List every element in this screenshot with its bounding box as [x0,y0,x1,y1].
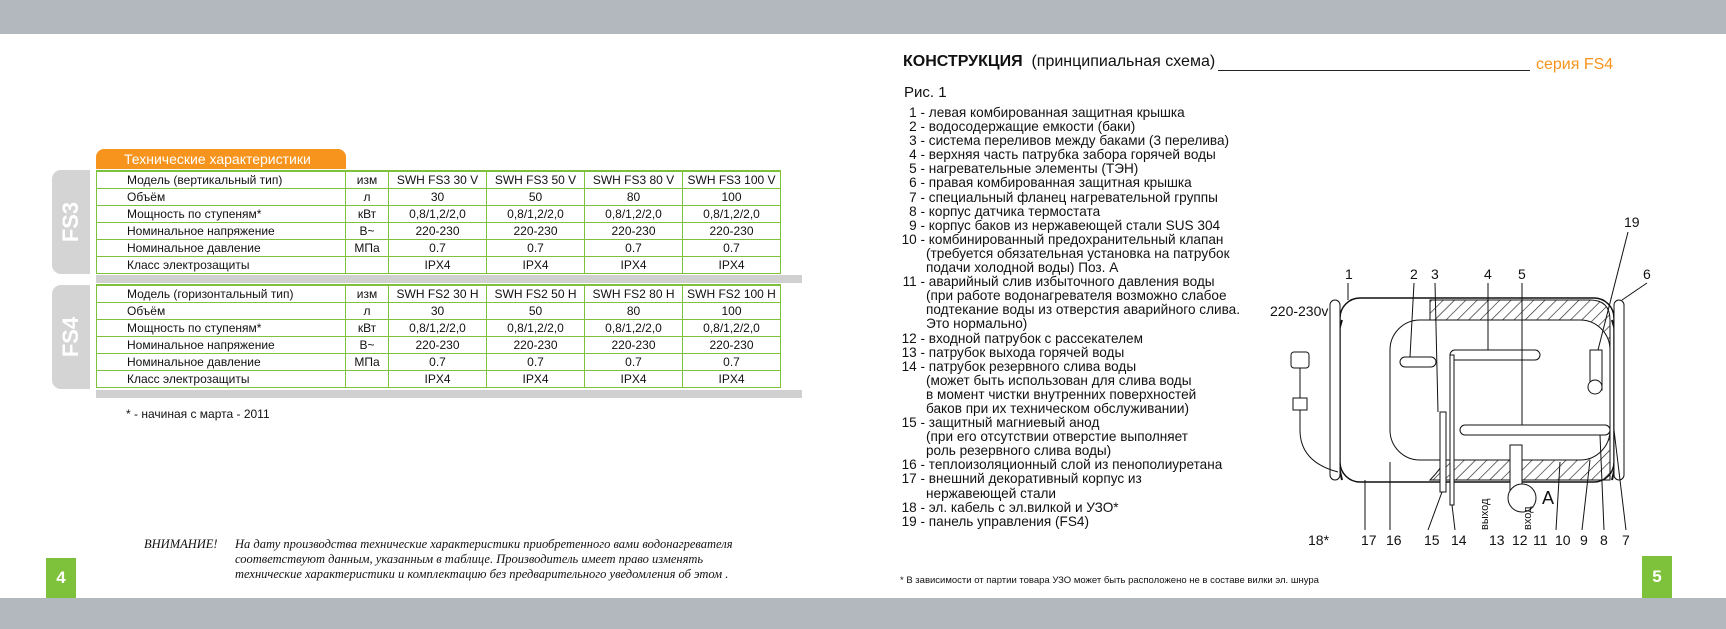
table-cell: SWH FS2 80 H [585,285,683,303]
table-row [97,206,781,223]
table-row [97,337,781,354]
water-heater-diagram [1260,200,1660,555]
bottom-number: 12 [1512,532,1528,548]
table-cell: Номинальное напряжение [97,337,346,354]
table-cell: МПа [346,240,389,257]
table-cell: IPX4 [585,371,683,388]
bottom-number: 18* [1308,532,1330,548]
figure-label: Рис. 1 [904,84,947,101]
table-cell: IPX4 [585,257,683,274]
list-item [892,176,1240,190]
part-description: комбинированный предохранительный клапан [928,231,1224,247]
table-row [97,354,781,371]
part-description: корпус баков из нержавеющей стали SUS 304 [928,217,1221,233]
table-cell: SWH FS2 100 H [683,285,781,303]
bottom-number: 16 [1386,532,1402,548]
bottom-number: 10 [1555,532,1571,548]
table-cell: кВт [346,320,389,337]
table-cell: SWH FS2 50 H [487,285,585,303]
part-description: корпус датчика термостата [928,203,1101,219]
top-number: 1 [1345,266,1353,282]
outlet-label: выход [1479,498,1491,530]
table-cell: 0.7 [487,240,585,257]
series-label: серия FS4 [1536,56,1614,73]
list-item [892,346,1240,360]
footnote-right: * В зависимости от партии товара УЗО может быть расположено не в составе вилки эл. шнура [900,575,1319,586]
part-description: роль резервного слива воды) [926,443,1112,459]
table-cell: 220-230 [683,223,781,240]
table-cell: 0.7 [683,354,781,371]
part-number: 5 - [909,161,925,177]
warning-line: соответствуют данным, указанным в таблице. Производитель имеет право изменять [235,552,704,566]
list-item [892,205,1240,219]
list-item [892,219,1240,233]
table-cell: л [346,303,389,320]
top-number: 3 [1431,266,1439,282]
part-description: нагревательные элементы (ТЭН) [928,161,1139,177]
list-item [892,458,1240,472]
part-description: правая комбированная защитная крышка [928,175,1192,191]
anode [1440,412,1446,492]
table-cell: 100 [683,189,781,206]
list-item [892,360,1240,416]
part-description: теплоизоляционный слой из пенополиуретана [928,457,1223,473]
table-cell: SWH FS3 30 V [389,171,487,189]
list-item [892,148,1240,162]
table-cell: изм [346,285,389,303]
bottom-number: 14 [1451,532,1467,548]
part-number: 19 - [901,513,925,529]
table-cell: Класс электрозащиты [97,257,346,274]
overflow-pipe [1450,350,1540,360]
table-cell: 0,8/1,2/2,0 [683,320,781,337]
table-cell: 220-230 [389,337,487,354]
table-cell: 50 [487,189,585,206]
table-row [97,303,781,320]
table-cell: Объём [97,303,346,320]
part-description: входной патрубок с рассекателем [928,330,1143,346]
part-description: патрубок резервного слива воды [928,358,1137,374]
list-item [892,191,1240,205]
table-cell: 0.7 [585,240,683,257]
table-cell: 0.7 [487,354,585,371]
list-item [892,233,1240,275]
part-number: 7 - [909,189,925,205]
top-number: 4 [1484,266,1492,282]
table-cell: 0,8/1,2/2,0 [585,206,683,223]
list-item [892,501,1240,515]
warning-line: На дату производства технические характеристики приобретенного вами водонагревателя [235,537,733,551]
part-description: (требуется обязательная установка на патрубок [926,245,1230,261]
table-row [97,371,781,388]
table-cell: 80 [585,303,683,320]
list-item [892,134,1240,148]
top-number: 19 [1624,214,1640,230]
part-number: 11 - [902,274,925,290]
inlet-label: вход [1522,506,1534,530]
list-item [892,332,1240,346]
bottom-number: 15 [1424,532,1440,548]
table-cell: 220-230 [585,337,683,354]
spec-table-fs4 [96,284,781,388]
table-row [97,240,781,257]
table-cell: Мощность по ступеням* [97,206,346,223]
part-number: 3 - [909,133,925,149]
table-cell: Номинальное давление [97,354,346,371]
part-description: подтекание воды из отверстия аварийного слива. [926,302,1241,318]
table-cell: 0.7 [389,240,487,257]
table-row [97,320,781,337]
table-cell: л [346,189,389,206]
bottom-number: 9 [1580,532,1588,548]
part-description: верхняя часть патрубка забора горячей воды [928,147,1216,163]
list-item [892,120,1240,134]
bottom-number: 13 [1489,532,1505,548]
part-number: 9 - [909,217,925,233]
table-row [97,171,781,189]
part-description: эл. кабель с эл.вилкой и УЗО* [928,499,1119,515]
table-cell: 30 [389,303,487,320]
voltage-label: 220-230v [1270,303,1329,319]
list-item [892,275,1240,331]
part-description: Это нормально) [926,316,1028,332]
list-item [892,515,1240,529]
table-cell: 0,8/1,2/2,0 [683,206,781,223]
table-header: Технические характеристики [96,149,346,169]
part-number: 14 - [901,358,925,374]
table-row [97,223,781,240]
table-cell: SWH FS2 30 H [389,285,487,303]
list-item [892,162,1240,176]
part-description: в момент чистки внутренних поверхностей [926,386,1197,402]
table-cell: Модель (вертикальный тип) [97,171,346,189]
table-cell: В~ [346,337,389,354]
part-number: 18 - [901,499,925,515]
left-cap [1330,300,1340,480]
part-number: 8 - [909,203,925,219]
bottom-band [0,598,1726,629]
table-cell: 220-230 [389,223,487,240]
table-cell: Мощность по ступеням* [97,320,346,337]
table-row [97,285,781,303]
top-number: 6 [1643,266,1651,282]
divider-bar [96,275,802,283]
part-description: баков при их техническом обслуживании) [926,400,1190,416]
part-number: 6 - [909,175,925,191]
bottom-number: 7 [1622,532,1630,548]
table-cell: 0,8/1,2/2,0 [585,320,683,337]
top-number: 5 [1518,266,1526,282]
part-number: 13 - [901,344,925,360]
part-description: левая комбированная защитная крышка [928,105,1185,120]
part-number: 15 - [901,415,925,431]
table-cell: Модель (горизонтальный тип) [97,285,346,303]
part-description: водосодержащие емкости (баки) [928,119,1136,135]
part-number: 12 - [901,330,925,346]
footnote-left: * - начиная с марта - 2011 [126,407,270,421]
part-number: 1 - [909,105,925,120]
table-cell: SWH FS3 100 V [683,171,781,189]
bottom-number: 8 [1600,532,1608,548]
table-row [97,189,781,206]
table-cell: 0.7 [683,240,781,257]
plug-icon [1291,352,1309,368]
part-description: (при работе водонагревателя возможно слабое [926,288,1227,304]
table-cell: 220-230 [683,337,781,354]
table-cell: В~ [346,223,389,240]
title-rule [1218,70,1530,71]
table-cell: 50 [487,303,585,320]
part-description: (может быть использован для слива воды [926,372,1192,388]
table-cell: IPX4 [487,257,585,274]
warning-label: ВНИМАНИЕ! [144,537,218,551]
part-description: патрубок выхода горячей воды [928,344,1125,360]
top-band [0,0,1726,34]
table-cell: 30 [389,189,487,206]
table-cell: 80 [585,189,683,206]
table-cell: 0,8/1,2/2,0 [389,320,487,337]
table-cell: МПа [346,354,389,371]
valve-label: A [1542,488,1555,508]
table-cell: 0,8/1,2/2,0 [487,206,585,223]
divider-bar [96,390,802,398]
part-number: 17 - [901,471,925,487]
list-item [892,106,1240,120]
table-cell: 0.7 [389,354,487,371]
right-cap [1614,300,1624,480]
inner-tank [1390,320,1610,460]
table-cell: 220-230 [487,337,585,354]
table-cell: 0,8/1,2/2,0 [487,320,585,337]
part-description: панель управления (FS4) [928,513,1090,529]
warning-note [144,537,824,582]
table-cell: Номинальное напряжение [97,223,346,240]
table-row [97,257,781,274]
table-cell: 100 [683,303,781,320]
table-cell: изм [346,171,389,189]
table-cell: 220-230 [585,223,683,240]
part-description: специальный фланец нагревательной группы [928,189,1218,205]
part-description: аварийный слив избыточного давления воды [928,274,1215,290]
list-item [892,472,1240,500]
table-cell: SWH FS3 50 V [487,171,585,189]
construction-title: КОНСТРУКЦИЯ (принципиальная схема) [903,53,1216,70]
table-cell: кВт [346,206,389,223]
part-number: 10 - [901,231,925,247]
hot-water-pipe [1450,355,1454,505]
spec-table-fs3 [96,170,781,274]
table-cell: IPX4 [683,257,781,274]
side-label-fs3: FS3 [52,170,90,274]
table-cell: 220-230 [487,223,585,240]
part-number: 2 - [909,119,925,135]
side-label-fs4: FS4 [52,285,90,389]
page-number-left: 4 [46,558,76,598]
table-cell: IPX4 [683,371,781,388]
table-cell: Объём [97,189,346,206]
part-description: система переливов между баками (3 перелива) [928,133,1230,149]
table-cell: IPX4 [389,257,487,274]
part-description: внешний декоративный корпус из [928,471,1142,487]
top-number: 2 [1410,266,1418,282]
page-number-right: 5 [1642,556,1672,598]
heating-element [1460,425,1610,435]
part-description: нержавеющей стали [926,485,1057,501]
table-cell: Класс электрозащиты [97,371,346,388]
part-number: 16 - [901,457,925,473]
rcd-icon [1293,398,1307,410]
part-description: защитный магниевый анод [928,415,1100,431]
bottom-number: 17 [1361,532,1377,548]
table-cell [346,371,389,388]
overflow-pipe [1400,357,1436,367]
table-cell: 0.7 [585,354,683,371]
table-cell: IPX4 [487,371,585,388]
parts-list [892,106,1240,529]
table-cell: Номинальное давление [97,240,346,257]
warning-line: технические характеристики и комплектацию без предварительного уведомления об этом . [235,567,729,581]
table-cell: IPX4 [389,371,487,388]
table-cell: SWH FS3 80 V [585,171,683,189]
part-description: (при его отсутствии отверстие выполняет [926,429,1188,445]
table-cell [346,257,389,274]
part-description: подачи холодной воды) Поз. А [926,260,1119,276]
part-number: 4 - [909,147,925,163]
thermostat-knob [1588,380,1602,394]
bottom-number: 11 [1533,532,1548,548]
table-cell: 0,8/1,2/2,0 [389,206,487,223]
list-item [892,416,1240,458]
